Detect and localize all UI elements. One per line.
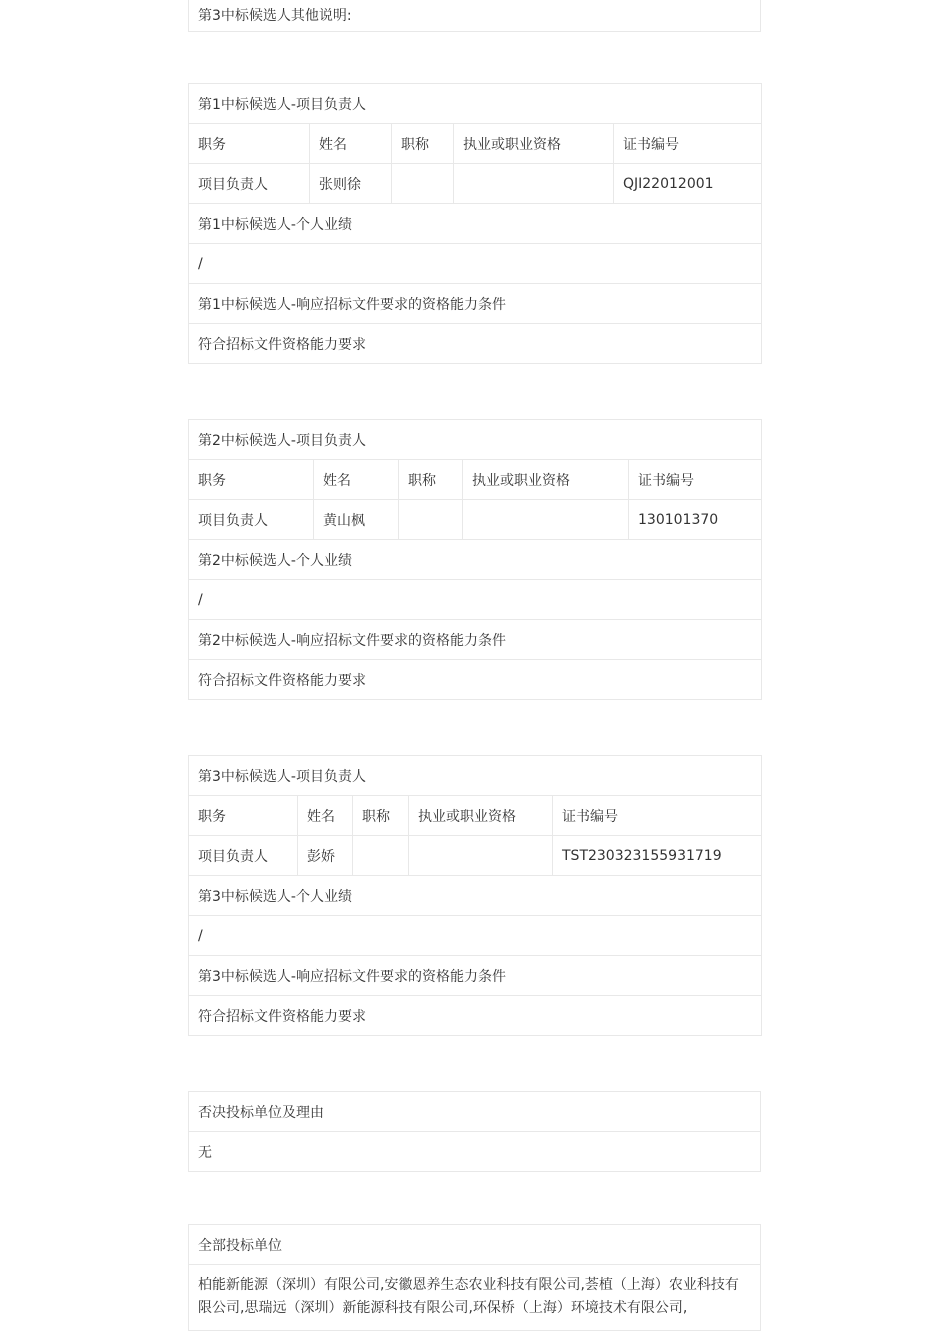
candidate-3-performance-heading: 第3中标候选人-个人业绩	[189, 876, 762, 916]
candidate-1-name: 张则徐	[310, 164, 392, 204]
candidate-3-duty: 项目负责人	[189, 836, 298, 876]
header-title: 职称	[392, 124, 454, 164]
candidate-3-qualification	[409, 836, 553, 876]
table-row	[189, 836, 762, 876]
header-name: 姓名	[298, 796, 353, 836]
candidate-1-manager-heading: 第1中标候选人-项目负责人	[189, 84, 762, 124]
all-bidders-value: 柏能新能源（深圳）有限公司,安徽恩养生态农业科技有限公司,荟植（上海）农业科技有限公司,思瑞远（深圳）新能源科技有限公司,环保桥（上海）环境技术有限公司,	[189, 1265, 761, 1331]
candidate-2-title	[399, 500, 463, 540]
candidate-2-qualification	[463, 500, 629, 540]
candidate-1-capability-heading: 第1中标候选人-响应招标文件要求的资格能力条件	[189, 284, 762, 324]
header-duty: 职务	[189, 460, 314, 500]
candidate-1-title	[392, 164, 454, 204]
table-header-row	[189, 124, 762, 164]
candidate-3-other-notes	[188, 0, 761, 32]
candidate-3-cert-no: TST230323155931719	[553, 836, 762, 876]
candidate-3-title	[353, 836, 409, 876]
all-bidders-table	[188, 1224, 761, 1331]
candidate-1-duty: 项目负责人	[189, 164, 310, 204]
header-title: 职称	[353, 796, 409, 836]
candidate-2-table	[188, 419, 762, 700]
all-bidders-heading: 全部投标单位	[189, 1225, 761, 1265]
candidate-1-performance: /	[189, 244, 762, 284]
header-cert-no: 证书编号	[629, 460, 762, 500]
table-row	[189, 500, 762, 540]
candidate-2-capability: 符合招标文件资格能力要求	[189, 660, 762, 700]
header-cert-no: 证书编号	[553, 796, 762, 836]
header-qualification: 执业或职业资格	[463, 460, 629, 500]
header-duty: 职务	[189, 124, 310, 164]
candidate-3-capability-heading: 第3中标候选人-响应招标文件要求的资格能力条件	[189, 956, 762, 996]
table-header-row	[189, 796, 762, 836]
rejected-bidders-table	[188, 1091, 761, 1172]
candidate-1-capability: 符合招标文件资格能力要求	[189, 324, 762, 364]
candidate-3-manager-heading: 第3中标候选人-项目负责人	[189, 756, 762, 796]
candidate-2-manager-heading: 第2中标候选人-项目负责人	[189, 420, 762, 460]
header-qualification: 执业或职业资格	[454, 124, 614, 164]
header-name: 姓名	[310, 124, 392, 164]
rejected-bidders-value: 无	[189, 1132, 761, 1172]
candidate-2-duty: 项目负责人	[189, 500, 314, 540]
header-title: 职称	[399, 460, 463, 500]
candidate-3-table	[188, 755, 762, 1036]
header-qualification: 执业或职业资格	[409, 796, 553, 836]
candidate-2-performance: /	[189, 580, 762, 620]
header-name: 姓名	[314, 460, 399, 500]
candidate-2-performance-heading: 第2中标候选人-个人业绩	[189, 540, 762, 580]
rejected-bidders-heading: 否决投标单位及理由	[189, 1092, 761, 1132]
candidate-3-name: 彭娇	[298, 836, 353, 876]
table-header-row	[189, 460, 762, 500]
candidate-1-performance-heading: 第1中标候选人-个人业绩	[189, 204, 762, 244]
table-row	[189, 164, 762, 204]
candidate-3-other-notes-label: 第3中标候选人其他说明:	[198, 8, 352, 24]
candidate-1-table	[188, 83, 762, 364]
candidate-1-qualification	[454, 164, 614, 204]
candidate-1-cert-no: QJI22012001	[614, 164, 762, 204]
candidate-2-capability-heading: 第2中标候选人-响应招标文件要求的资格能力条件	[189, 620, 762, 660]
candidate-2-name: 黄山枫	[314, 500, 399, 540]
candidate-3-performance: /	[189, 916, 762, 956]
header-cert-no: 证书编号	[614, 124, 762, 164]
header-duty: 职务	[189, 796, 298, 836]
candidate-2-cert-no: 130101370	[629, 500, 762, 540]
candidate-3-capability: 符合招标文件资格能力要求	[189, 996, 762, 1036]
